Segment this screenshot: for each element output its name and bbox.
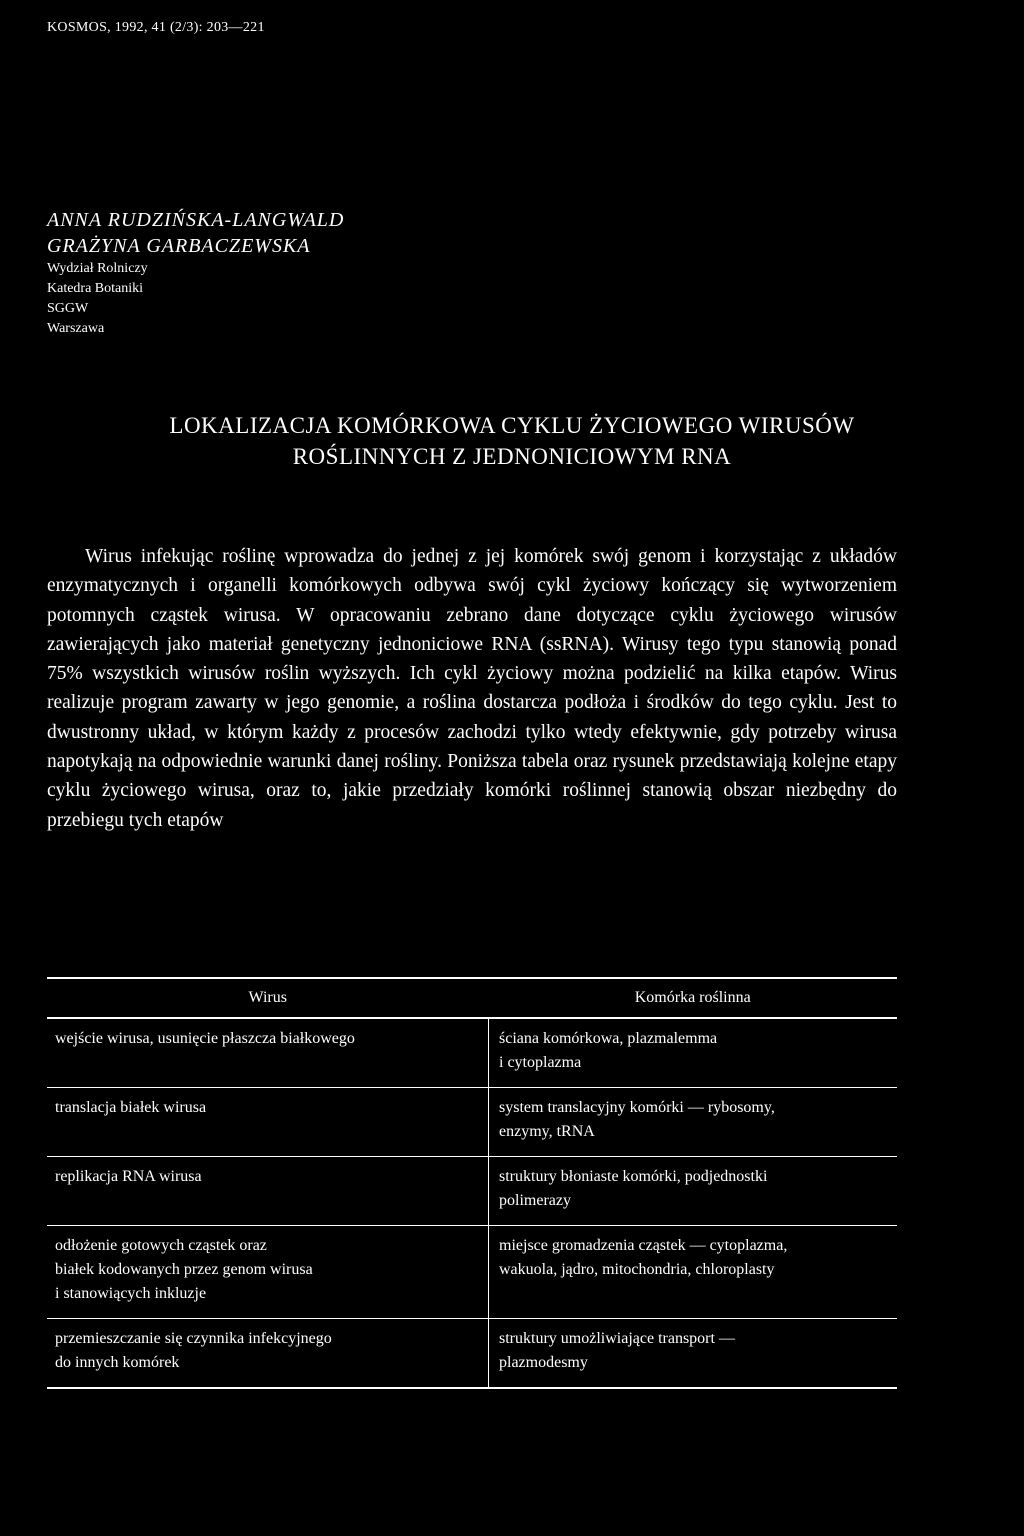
- cell-compartment-text: ściana komórkowa, plazmalemma i cytoplazma: [499, 1030, 718, 1071]
- virus-stage-cell: [47, 1319, 489, 1389]
- virus-stage-text: przemieszczanie się czynnika infekcyjnego do innych komórek: [55, 1330, 332, 1371]
- virus-cell-table: [47, 977, 897, 1389]
- cell-compartment-cell: [489, 1157, 898, 1226]
- virus-stage-cell: [47, 1226, 489, 1319]
- title-line: LOKALIZACJA KOMÓRKOWA CYKLU ŻYCIOWEGO WIRUSÓW: [169, 413, 855, 438]
- author-block: [47, 207, 344, 339]
- affiliation-line: Wydział Rolniczy: [47, 261, 148, 276]
- cell-compartment-cell: [489, 1018, 898, 1088]
- cell-compartment-text: system translacyjny komórki — rybosomy, enzymy, tRNA: [499, 1099, 775, 1140]
- body-paragraph: Wirus infekując roślinę wprowadza do jednej z jej komórek swój genom i korzystając z układów enzymatycznych i organelli komórkowych odbywa swój cykl życiowy kończący się wytworzeniem potomnych cząstek wirusa. W opracowaniu zebrano dane dotyczące cyklu życiowego wirusów zawierających jako materiał genetyczny jednoniciowe RNA (ssRNA). Wirusy tego typu stanowią ponad 75% wszystkich wirusów roślin wyższych. Ich cykl życiowy można podzielić na kilka etapów. Wirus realizuje program zawarty w jego genomie, a roślina dostarcza podłoża i środków do tego cyklu. Jest to dwustronny układ, w którym każdy z procesów zachodzi tylko wtedy efektywnie, gdy potrzeby wirusa napotykają na odpowiednie warunki danej rośliny. Poniższa tabela oraz rysunek przedstawiają kolejne etapy cyklu życiowego wirusa, oraz to, jakie przedziały komórki roślinnej stanowią obszar niezbędny do przebiegu tych etapów: [47, 546, 897, 831]
- table-row: [47, 1226, 897, 1319]
- table-row: [47, 1319, 897, 1389]
- virus-stage-cell: [47, 1157, 489, 1226]
- virus-stage-text: translacja białek wirusa: [55, 1099, 207, 1116]
- table-header-row: [47, 978, 897, 1018]
- affiliation-line: SGGW: [47, 301, 89, 316]
- cell-compartment-text: miejsce gromadzenia cząstek — cytoplazma, wakuola, jądro, mitochondria, chloroplasty: [499, 1237, 788, 1278]
- title-line: ROŚLINNYCH Z JEDNONICIOWYM RNA: [292, 444, 732, 469]
- virus-stage-cell: [47, 1018, 489, 1088]
- author-name: GRAŻYNA GARBACZEWSKA: [47, 235, 311, 257]
- table-row: [47, 1018, 897, 1088]
- cell-compartment-cell: [489, 1319, 898, 1389]
- affiliation-line: Warszawa: [47, 321, 105, 336]
- virus-stage-text: replikacja RNA wirusa: [55, 1168, 202, 1185]
- virus-stage-cell: [47, 1088, 489, 1157]
- affiliation-line: Katedra Botaniki: [47, 281, 144, 296]
- table-header-cell: Komórka roślinna: [489, 978, 898, 1018]
- cell-compartment-text: struktury błoniaste komórki, podjednostki polimerazy: [499, 1168, 768, 1209]
- paper-title: [0, 410, 1024, 472]
- table-row: [47, 1157, 897, 1226]
- cell-compartment-text: struktury umożliwiające transport — plazmodesmy: [499, 1330, 735, 1371]
- cell-compartment-cell: [489, 1088, 898, 1157]
- table-header-virus: Wirus: [47, 978, 489, 1018]
- table-row: [47, 1088, 897, 1157]
- author-name: ANNA RUDZIŃSKA-LANGWALD: [47, 209, 345, 231]
- journal-reference: KOSMOS, 1992, 41 (2/3): 203—221: [47, 20, 265, 35]
- cell-compartment-cell: [489, 1226, 898, 1319]
- virus-stage-text: odłożenie gotowych cząstek oraz białek kodowanych przez genom wirusa i stanowiących inkluzje: [55, 1237, 313, 1302]
- virus-stage-text: wejście wirusa, usunięcie płaszcza białkowego: [55, 1030, 355, 1047]
